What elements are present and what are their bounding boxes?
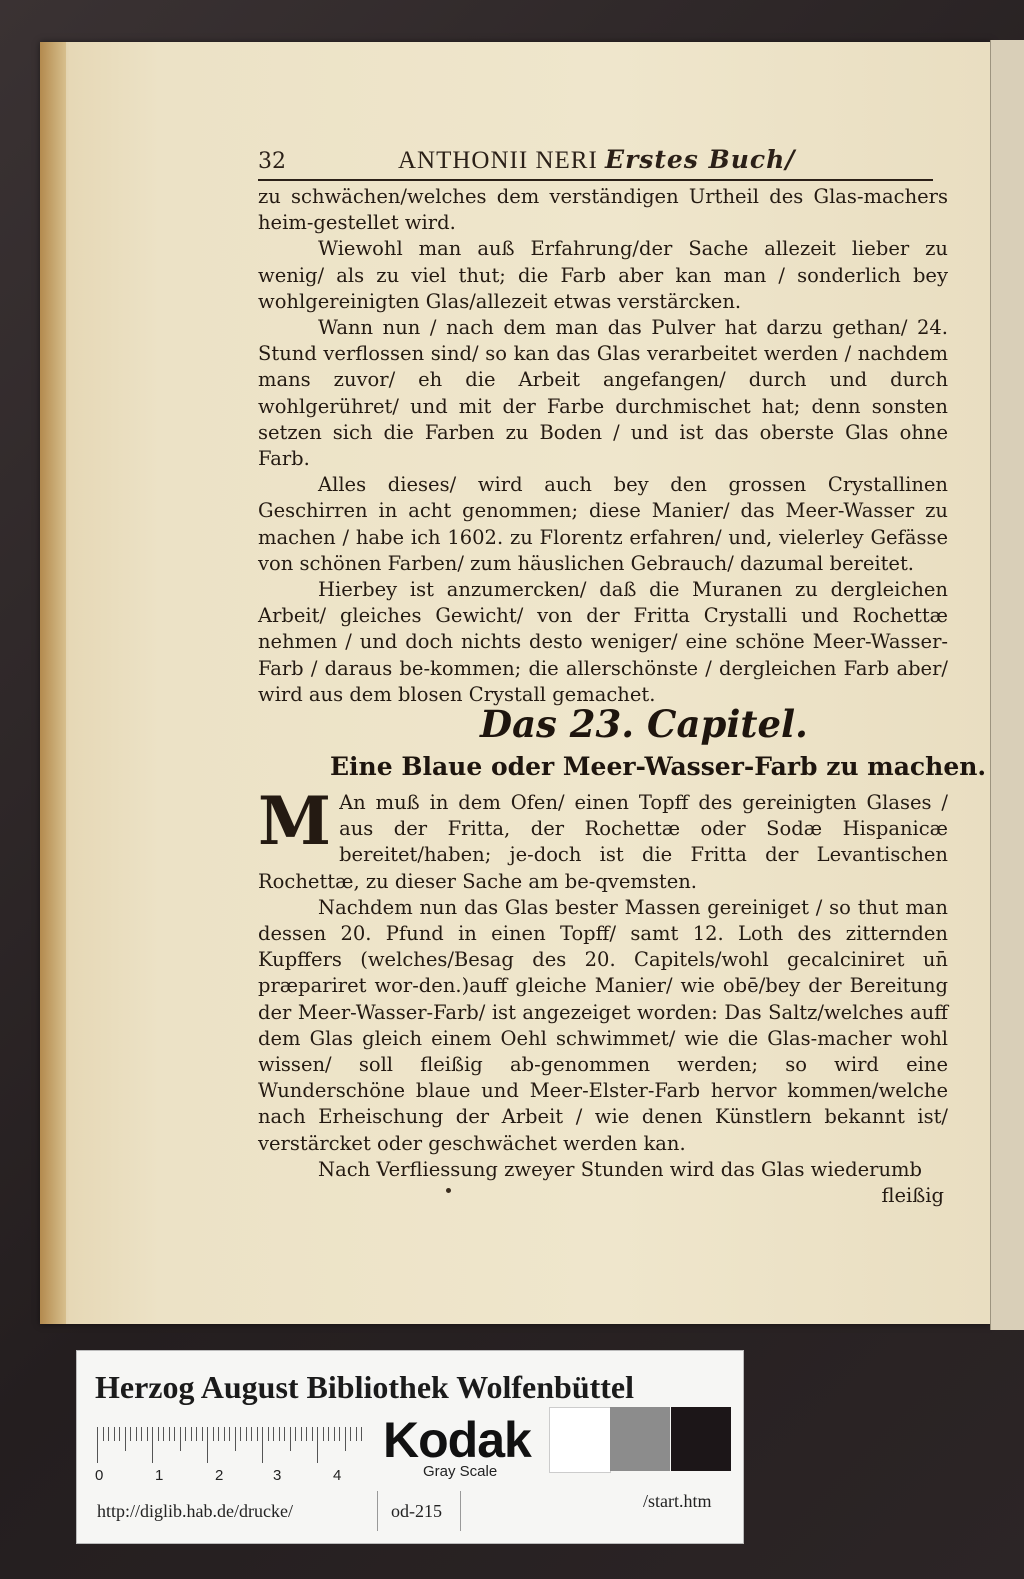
catchword: fleißig	[881, 1184, 944, 1208]
paragraph: Hierbey ist anzumercken/ daß die Muranen zu dergleichen Arbeit/ gleiches Gewicht/ von der Fritta Crystalli und Rochettæ nehmen / und doch nichts desto weniger/ eine schöne Meer-Wasser-Farb / daraus be-kommen; die allerschönste / dergleichen Farb aber/ wird aus dem blosen Crystall gemachet.	[258, 578, 948, 706]
gray-swatch-mid	[610, 1407, 670, 1471]
paragraph: Wiewohl man auß Erfahrung/der Sache allezeit lieber zu wenig/ als zu viel thut; die Farb aber kan man / sonderlich bey wohlgereinigten Glas/allezeit etwas verstärcken.	[258, 237, 948, 313]
page-header	[258, 145, 933, 181]
ruler-tick	[361, 1427, 362, 1441]
chapter-subtitle: Eine Blaue oder Meer-Wasser-Farb zu machen.	[330, 752, 987, 781]
drop-capital: M	[258, 782, 332, 860]
ruler-tick	[152, 1427, 153, 1463]
paragraph: Wann nun / nach dem man das Pulver hat darzu gethan/ 24. Stund verflossen sind/ so kan das Glas verarbeitet werden / nachdem mans zuvor/ eh die Arbeit angefangen/ durch und durch wohlgerühret/ und mit der Farbe durchmischet hat; denn sonsten setzen sich die Farben zu Boden / und ist das oberste Glas ohne Farb.	[258, 316, 948, 471]
library-url: http://diglib.hab.de/drucke/	[97, 1501, 293, 1521]
ruler-tick	[246, 1427, 247, 1441]
ruler-tick	[108, 1427, 109, 1441]
scale-card	[76, 1350, 744, 1544]
running-title	[398, 145, 795, 175]
ruler-tick	[185, 1427, 186, 1441]
chapter-title: Das 23. Capitel.	[480, 702, 808, 746]
ruler-tick	[350, 1427, 351, 1441]
ruler-tick	[257, 1427, 258, 1441]
running-title-latin: ANTHONII NERI	[398, 147, 598, 174]
page-gutter-edge	[40, 42, 66, 1324]
page-number: 32	[258, 149, 286, 174]
facing-page-edge	[990, 40, 1024, 1330]
ruler-tick	[114, 1427, 115, 1441]
ruler-tick	[103, 1427, 104, 1441]
shelfmark-code: od-215	[391, 1501, 442, 1521]
ruler-tick	[356, 1427, 357, 1441]
ruler-tick	[119, 1427, 120, 1441]
ruler-number: 1	[155, 1467, 164, 1484]
ruler-number: 4	[333, 1467, 342, 1484]
ruler-tick	[334, 1427, 335, 1441]
ruler-tick	[191, 1427, 192, 1441]
ruler-tick	[207, 1427, 208, 1463]
ruler-tick	[235, 1427, 236, 1451]
ruler	[97, 1427, 365, 1463]
ruler-tick	[295, 1427, 296, 1441]
ruler-tick	[284, 1427, 285, 1441]
ruler-number: 3	[273, 1467, 282, 1484]
ruler-tick	[174, 1427, 175, 1441]
ruler-tick	[273, 1427, 274, 1441]
ruler-number: 2	[215, 1467, 224, 1484]
ruler-tick	[97, 1427, 98, 1463]
ink-spot	[446, 1188, 451, 1193]
ruler-tick	[262, 1427, 263, 1463]
ruler-tick	[213, 1427, 214, 1441]
ruler-tick	[229, 1427, 230, 1441]
body-text-top	[258, 184, 948, 708]
ruler-tick	[125, 1427, 126, 1451]
ruler-tick	[136, 1427, 137, 1441]
start-path: /start.htm	[643, 1491, 712, 1511]
ruler-tick	[317, 1427, 318, 1463]
paragraph: Nachdem nun das Glas bester Massen gereiniget / so thut man dessen 20. Pfund in einen Topff/ samt 12. Loth des zitternden Kupffers (welches/Besag des 20. Capitels/wohl gecalciniret un̄ præpariret wor-den.)auff gleiche Manier/ wie obē/bey der Bereitung der Meer-Wasser-Farb/ ist angezeiget worden: Das Saltz/welches auff dem Glas gleich einem Oehl schwimmet/ wie die Glas-macher wohl wissen/ soll fleißig ab-genommen werden; so wird eine Wunderschöne blaue und Meer-Elster-Farb hervor kommen/welche nach Erheischung der Arbeit / wie denen Künstlern bekannt ist/ verstärcket oder geschwächet werden kan.	[258, 895, 948, 1155]
ruler-tick	[240, 1427, 241, 1441]
ruler-tick	[224, 1427, 225, 1441]
gray-swatch-white	[549, 1407, 611, 1473]
ruler-tick	[279, 1427, 280, 1441]
ruler-tick	[218, 1427, 219, 1441]
ruler-tick	[130, 1427, 131, 1441]
ruler-number: 0	[95, 1467, 104, 1484]
ruler-tick	[290, 1427, 291, 1451]
ruler-tick	[147, 1427, 148, 1441]
ruler-tick	[163, 1427, 164, 1441]
ruler-tick	[169, 1427, 170, 1441]
kodak-logo: Kodak	[383, 1412, 531, 1468]
ruler-tick	[268, 1427, 269, 1441]
gray-swatch-black	[671, 1407, 731, 1471]
ruler-tick	[202, 1427, 203, 1441]
ruler-tick	[301, 1427, 302, 1441]
running-title-gothic: Erstes Buch/	[605, 145, 796, 174]
ruler-tick	[196, 1427, 197, 1441]
ruler-tick	[339, 1427, 340, 1441]
ruler-tick	[180, 1427, 181, 1451]
ruler-tick	[306, 1427, 307, 1441]
ruler-tick	[323, 1427, 324, 1441]
ruler-tick	[312, 1427, 313, 1441]
ruler-tick	[328, 1427, 329, 1441]
ruler-tick	[251, 1427, 252, 1441]
ruler-tick	[345, 1427, 346, 1451]
grayscale-label: Gray Scale	[423, 1463, 498, 1480]
body-text-chapter	[258, 782, 948, 1209]
paragraph: Alles dieses/ wird auch bey den grossen Crystallinen Geschirren in acht genommen; diese Manier/ das Meer-Wasser zu machen / habe ich 1602. zu Florentz erfahren/ und, vielerley Gefässe von schönen Farben/ zum häuslichen Gebrauch/ dazumal bereitet.	[258, 473, 948, 575]
first-paragraph-text: An muß in dem Ofen/ einen Topff des gereinigten Glases / aus der Fritta, der Rochettæ oder Sodæ Hispanicæ bereitet/haben; je-doch ist die Fritta der Levantischen Rochettæ, zu dieser Sache am be-qvemsten.	[258, 791, 948, 893]
paragraph: Nach Verfliessung zweyer Stunden wird das Glas wiederumb	[318, 1157, 923, 1181]
ruler-tick	[158, 1427, 159, 1441]
library-name: Herzog August Bibliothek Wolfenbüttel	[95, 1369, 635, 1405]
paragraph: zu schwächen/welches dem verständigen Urtheil des Glas-machers heim-gestellet wird.	[258, 185, 948, 235]
first-paragraph	[258, 782, 948, 895]
ruler-tick	[141, 1427, 142, 1441]
